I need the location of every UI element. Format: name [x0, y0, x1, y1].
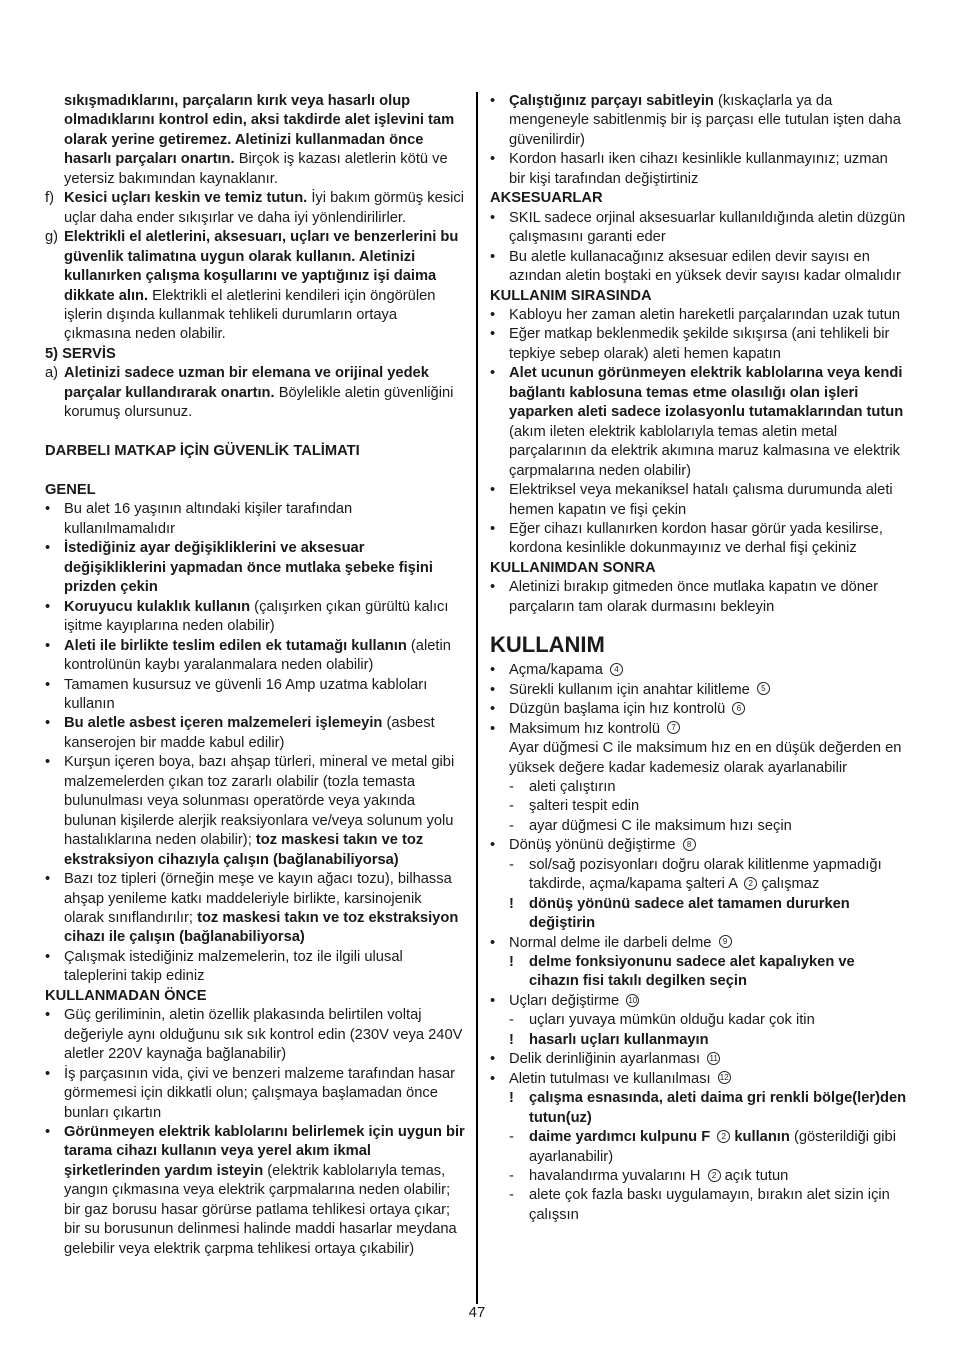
figure-ref-icon: 7 [667, 721, 680, 734]
warning-item: ! delme fonksiyonunu sadece alet kapalıyken ve cihazın fisi takılı degilken seçin [490, 953, 908, 992]
warning-icon: ! [509, 895, 514, 912]
list-item: • Kabloyu her zaman aletin hareketli parçalarından uzak tutun [490, 306, 901, 323]
left-column [45, 92, 465, 1259]
item-f: f) Kesici uçları keskin ve temiz tutun. İyi bakım görmüş kesici uçlar daha ender sıkışırlar ve daha iyi yönlendirilirler. [45, 190, 464, 226]
warning-icon: ! [509, 1090, 514, 1107]
dash-item: - sol/sağ pozisyonları doğru olarak kilitlenme yapmadığı takdirde, açma/kapama şalteri A 2 çalışmaz [509, 856, 882, 893]
figure-ref-icon: 2 [744, 877, 757, 890]
list-item: • Güç geriliminin, aletin özellik plakasında belirtilen voltaj değeriyle aynı olduğunu sık sık kontrol edin (230V veya 240V aletler 220V kaynağa bağlanabilir) [45, 1007, 463, 1063]
list-item: • Sürekli kullanım için anahtar kilitleme 5 [490, 681, 908, 700]
list-item: • Görünmeyen elektrik kablolarını belirlemek için uygun bir tarama cihazı kullanın veya yerel akım ikmal şirketlerinden yardım isteyin (elektrik kablolarıyla temas, yangın çıkmasına veya elektrik çarpmalarına neden olabilir; bir gaz borusu hasar görürse patlama tehlikesi ortaya çıkar; bir su borusunun delinmesi halinde maddi hasarlar meydana gelebilir veya elektrik çarpma tehlikesi ortaya çıkabilir) [45, 1123, 465, 1257]
list-item: • Elektriksel veya mekaniksel hatalı çalısma durumunda aleti hemen kapatın ve fişi çekin [490, 482, 893, 518]
item-a: a) Aletinizi sadece uzman bir elemana ve orijinal yedek parçalar kullandırarak onartın. Böylelikle aletin güvenliğini korumuş olursunuz. [45, 365, 454, 421]
list-item: • Alet ucunun görünmeyen elektrik kablolarına veya kendi bağlantı kablosuna temas etme olasılığı olan işleri yaparken aleti sadece izolasyonlu tutamaklarından tutun (akım ileten elektrik kablolarıyla temas aletin metal parçalarının da elektrik akımına maruz kalmasına ve elektrik çarpmalarına neden olabilir) [490, 365, 904, 479]
heading-servis: 5) SERVİS [45, 345, 116, 362]
dash-item: - uçları yuvaya mümkün olduğu kadar çok itin [509, 1012, 815, 1029]
list-item: • Çalıştığınız parçayı sabitleyin (kıskaçlarla ya da mengeneyle sabitlenmiş bir iş parçası elle tutulan işten daha güvenilirdir) [490, 93, 901, 148]
list-item: • Dönüş yönünü değiştirme 8 [490, 836, 908, 855]
warning-item: ! çalışma esnasında, aleti daima gri renkli bölge(ler)den tutun(uz) [490, 1089, 908, 1128]
figure-ref-icon: 2 [717, 1130, 730, 1143]
list-item: • Maksimum hız kontrolü 7 [490, 720, 908, 739]
list-item: • Aletinizi bırakıp gitmeden önce mutlaka kapatın ve döner parçaların tam olarak durmasını bekleyin [490, 579, 879, 615]
list-item: • Aletin tutulması ve kullanılması 12 [490, 1070, 908, 1089]
figure-ref-icon: 10 [626, 994, 639, 1007]
list-item: • Bu aletle asbest içeren malzemeleri işlemeyin (asbest kanserojen bir madde kabul edilir) [45, 715, 435, 751]
figure-ref-icon: 8 [683, 838, 696, 851]
heading-genel: GENEL [45, 482, 96, 499]
column-divider [476, 92, 478, 1304]
dash-item: - daime yardımcı kulpunu F 2 kullanın (gösterildiği gibi ayarlanabilir) [509, 1129, 896, 1165]
dash-item: - ayar düğmesi C ile maksimum hızı seçin [509, 817, 792, 834]
list-item: • Delik derinliğinin ayarlanması 11 [490, 1050, 908, 1069]
list-item: • Düzgün başlama için hız kontrolü 6 [490, 700, 908, 719]
warning-icon: ! [509, 954, 514, 971]
list-item: • Bu aletle kullanacağınız aksesuar edilen devir sayısı en azından aletin boştaki en yüksek devir sayısı kadar olmalıdır [490, 248, 901, 285]
warning-item: ! dönüş yönünü sadece alet tamamen dururken değiştirin [490, 895, 908, 934]
figure-ref-icon: 2 [708, 1169, 721, 1182]
heading-aksesuarlar: AKSESUARLAR [490, 190, 603, 207]
figure-ref-icon: 12 [718, 1071, 731, 1084]
list-item: • İş parçasının vida, çivi ve benzeri malzeme tarafından hasar görmemesi için dikkatli olun; çalışmaya başlamadan önce bunları çıkartın [45, 1065, 456, 1121]
list-item: • Bu alet 16 yaşının altındaki kişiler tarafından kullanılmamalıdır [45, 501, 353, 537]
list-item: • Kordon hasarlı iken cihazı kesinlikle kullanmayınız; uzman bir kişi tarafından değiştirtiniz [490, 151, 888, 187]
list-item: • Eğer cihazı kullanırken kordon hasar görür yada kesilirse, kordona kesinlikle dokunmayınız ve derhal fişi çekiniz [490, 520, 883, 557]
list-item: • Açma/kapama 4 [490, 661, 908, 680]
figure-ref-icon: 9 [719, 935, 732, 948]
paragraph-speed: Ayar düğmesi C ile maksimum hız en en düşük değerden en yüksek değere kadar kademesiz olarak ayarlanabilir [509, 740, 902, 776]
list-item: • Kurşun içeren boya, bazı ahşap türleri, mineral ve metal gibi malzemelerden çıkan toz zararlı olabilir (tozla temasta bulunulması veya solunması operatörde veya yakında bulunan kişilerde alerjik reaksiyonlara ve/veya solunum yolu hastalıklarına neden olabilir); toz maskesi takın ve toz ekstraksiyon cihazıyla çalışın (bağlanabiliyorsa) [45, 754, 455, 868]
list-item: • Koruyucu kulaklık kullanın (çalışırken çıkan gürültü kalıcı işitme kayıplarına neden olabilir) [45, 598, 449, 635]
warning-icon: ! [509, 1031, 514, 1048]
list-item: • Çalışmak istediğiniz malzemelerin, toz ile ilgili ulusal taleplerini takip ediniz [45, 948, 403, 985]
dash-item: - alete çok fazla baskı uygulamayın, bırakın alet sizin için çalışsın [509, 1187, 890, 1223]
list-item: • Eğer matkap beklenmedik şekilde sıkışırsa (ani tehlikeli bir tepkiye sebep olarak) aleti hemen kapatın [490, 326, 890, 362]
list-item: • Normal delme ile darbeli delme 9 [490, 934, 908, 953]
heading-kullanmadan: KULLANMADAN ÖNCE [45, 987, 207, 1004]
figure-ref-icon: 5 [757, 682, 770, 695]
right-column [490, 92, 908, 1225]
list-item: • Tamamen kusursuz ve güvenli 16 Amp uzatma kabloları kullanın [45, 676, 428, 713]
section-title-kullanim: KULLANIM [490, 632, 605, 658]
heading-sonra: KULLANIMDAN SONRA [490, 559, 656, 576]
paragraph-maintenance: sıkışmadıklarını, parçaların kırık veya hasarlı olup olmadıklarını kontrol edin, aksi takdirde alet işlevini tam olarak yerine getiremez. Aletinizi kullanmadan önce hasarlı parçaları onartın. Birçok iş kazası aletlerin kötü ve yetersiz bakımından kaynaklanır. [64, 93, 455, 187]
dash-item: - havalandırma yuvalarını H 2 açık tutun [509, 1168, 789, 1185]
list-item: • İstediğiniz ayar değişikliklerini ve aksesuar değişikliklerini yapmadan önce mutlaka şebeke fişini prizden çekin [45, 540, 433, 596]
heading-sirasinda: KULLANIM SIRASINDA [490, 287, 652, 304]
dash-item: - aleti çalıştırın [509, 778, 616, 795]
list-item: • Uçları değiştirme 10 [490, 992, 908, 1011]
list-item: • SKIL sadece orjinal aksesuarlar kullanıldığında aletin düzgün çalışmasını garanti eder [490, 209, 906, 246]
list-item: • Bazı toz tipleri (örneğin meşe ve kayın ağacı tozu), bilhassa ahşap yenileme katkı maddeleriyle birlikte, karsinojenik olarak sınıflandırılır; toz maskesi takın ve toz ekstraksiyon cihazı ile çalışın (bağlanabiliyorsa) [45, 871, 459, 946]
warning-item: ! hasarlı uçları kullanmayın [490, 1031, 908, 1050]
item-g: g) Elektrikli el aletlerini, aksesuarı, uçları ve benzerlerini bu güvenlik talimatına uygun olarak kullanın. Aletinizi kullanırken çalışma koşullarını ve yaptığınız işi daima dikkate alın. Elektrikli el aletlerini kendileri için öngörülen işlerin dışında kullanmak tehlikeli durumların ortaya çıkmasına neden olabilir. [45, 229, 459, 343]
list-item: • Aleti ile birlikte teslim edilen ek tutamağı kullanın (aletin kontrolünün kaybı yaralanmalara neden olabilir) [45, 637, 451, 674]
figure-ref-icon: 4 [610, 663, 623, 676]
dash-item: - şalteri tespit edin [509, 798, 640, 815]
page-number: 47 [468, 1304, 486, 1321]
figure-ref-icon: 11 [707, 1052, 720, 1065]
heading-darbeli: DARBELI MATKAP İÇİN GÜVENLİK TALİMATI [45, 443, 360, 460]
figure-ref-icon: 6 [732, 702, 745, 715]
